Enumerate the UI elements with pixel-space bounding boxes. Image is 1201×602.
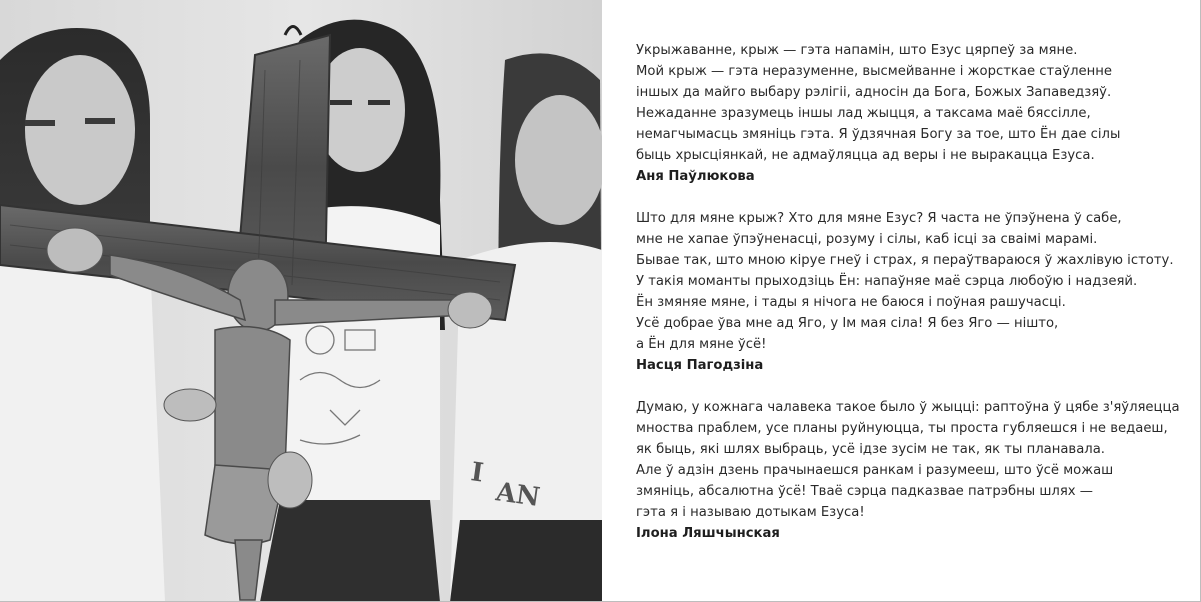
testimony-line: Думаю, у кожнага чалавека такое было ў жыцці: раптоўна ў цябе з'яўляецца (636, 400, 1180, 415)
testimony-line: немагчымасць змяніць гэта. Я ўдзячная Богу за тое, што Ён дае сілы (636, 127, 1121, 142)
testimony-line: Усё добрае ўва мне ад Яго, у Ім мая сіла! Я без Яго — нішто, (636, 316, 1059, 331)
testimony-line: Што для мяне крыж? Хто для мяне Езус? Я часта не ўпэўнена ў сабе, (636, 211, 1122, 226)
testimony-2 (636, 208, 1186, 376)
svg-text:AN: AN (494, 477, 542, 514)
testimony-line: Бывае так, што мною кіруе гнеў і страх, я пераўтвараюся ў жахлівую істоту. (636, 253, 1174, 268)
testimony-3 (636, 397, 1186, 544)
author-name: Аня Паўлюкова (636, 169, 755, 184)
testimony-line: мноства праблем, усе планы руйнуюцца, ты проста губляешся і не ведаеш, (636, 421, 1168, 436)
testimonies-column (636, 40, 1186, 565)
testimony-line: Укрыжаванне, крыж — гэта напамін, што Езус цярпеў за мяне. (636, 43, 1078, 58)
testimony-line: як быць, які шлях выбраць, усё ідзе зусім не так, як ты планавала. (636, 442, 1105, 457)
testimony-line: мне не хапае ўпэўненасці, розуму і сілы, каб ісці за сваімі марамі. (636, 232, 1098, 247)
testimony-1 (636, 40, 1186, 187)
testimony-line: Нежаданне зразумець іншы лад жыцця, а таксама маё бяссілле, (636, 106, 1091, 121)
svg-text:I: I (469, 457, 486, 489)
testimony-line: змяніць, абсалютна ўсё! Тваё сэрца падказвае патрэбны шлях — (636, 484, 1093, 499)
testimony-line: Мой крыж — гэта неразуменне, высмейванне і жорсткае стаўленне (636, 64, 1112, 79)
author-name: Насця Пагодзіна (636, 358, 764, 373)
testimony-line: Але ў адзін дзень прачынаешся ранкам і разумееш, што ўсё можаш (636, 463, 1114, 478)
author-name: Ілона Ляшчынская (636, 526, 780, 541)
testimony-line: іншых да майго выбару рэлігіі, адносін да Бога, Божых Запаведзяў. (636, 85, 1112, 100)
testimony-line: Ён змяняе мяне, і тады я нічога не баюся і поўная рашучасці. (636, 295, 1066, 310)
testimony-line: гэта я і называю дотыкам Езуса! (636, 505, 865, 520)
testimony-line: У такія моманты прыходзіць Ён: напаўняе маё сэрца любоўю і надзеяй. (636, 274, 1138, 289)
testimony-line: быць хрысціянкай, не адмаўляцца ад веры і не выракацца Езуса. (636, 148, 1095, 163)
testimony-line: а Ён для мяне ўсё! (636, 337, 767, 352)
